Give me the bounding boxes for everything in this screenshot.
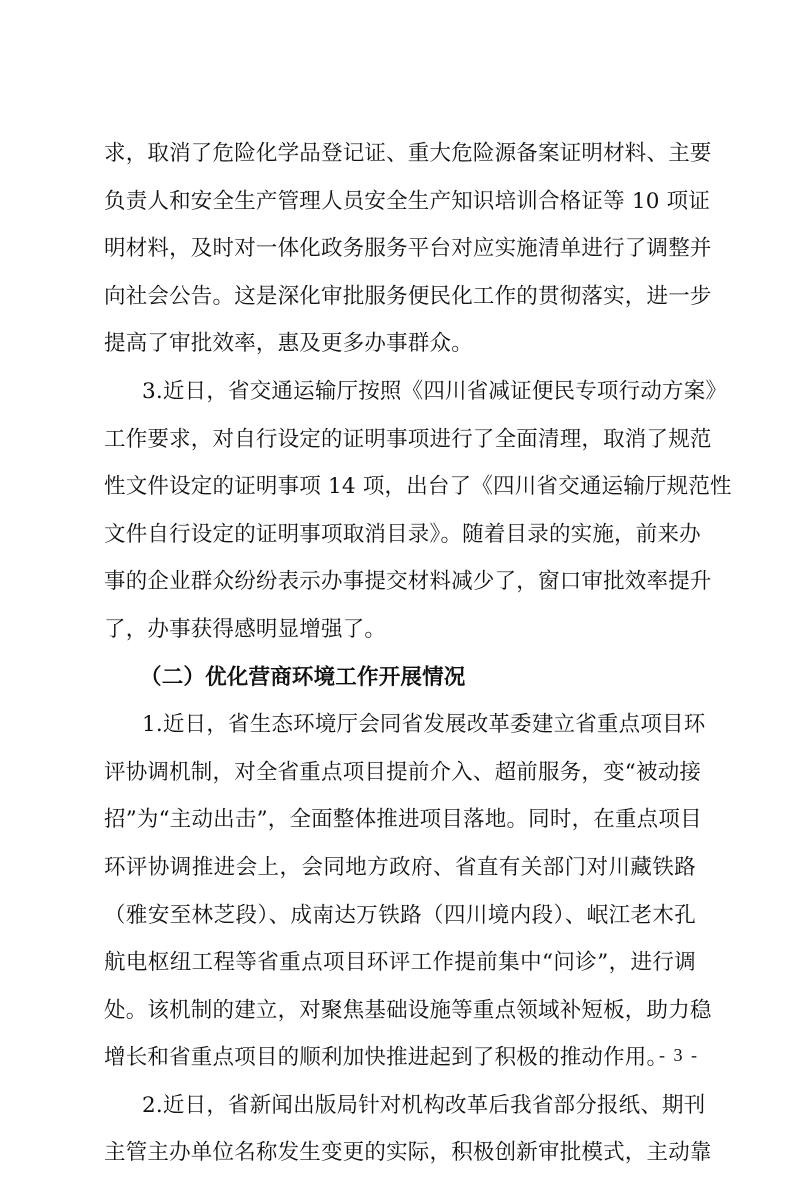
text-line: 处。该机制的建立，对聚焦基础设施等重点领域补短板，助力稳 <box>104 997 712 1023</box>
paragraph-start-line: 3.近日，省交通运输厅按照《四川省减证便民专项行动方案》 <box>142 378 728 404</box>
text-line: 主管主办单位名称发生变更的实际，积极创新审批模式，主动靠 <box>104 1140 712 1166</box>
text-line: 向社会公告。这是深化审批服务便民化工作的贯彻落实，进一步 <box>104 283 712 309</box>
text-line: 了，办事获得感明显增强了。 <box>104 616 387 642</box>
text-line: 文件自行设定的证明事项取消目录》。随着目录的实施，前来办 <box>104 521 701 547</box>
paragraph-start-line: 2.近日，省新闻出版局针对机构改革后我省部分报纸、期刊 <box>142 1092 706 1118</box>
section-heading: （二）优化营商环境工作开展情况 <box>140 664 466 690</box>
paragraph-start-line: 1.近日，省生态环境厅会同省发展改革委建立省重点项目环 <box>142 712 706 738</box>
text-line: 求，取消了危险化学品登记证、重大危险源备案证明材料、主要 <box>104 141 712 166</box>
text-line: 明材料，及时对一体化政务服务平台对应实施清单进行了调整并 <box>104 236 712 262</box>
text-line: 航电枢纽工程等省重点项目环评工作提前集中“问诊”，进行调 <box>104 950 696 976</box>
text-line: 事的企业群众纷纷表示办事提交材料减少了，窗口审批效率提升 <box>104 569 712 595</box>
text-line: 增长和省重点项目的顺利加快推进起到了积极的推动作用。 <box>104 1045 669 1071</box>
text-line: 负责人和安全生产管理人员安全生产知识培训合格证等 10 项证 <box>104 188 711 214</box>
body-text <box>104 130 732 1177</box>
text-line: 提高了审批效率，惠及更多办事群众。 <box>104 331 473 357</box>
text-line: （雅安至林芝段）、成南达万铁路（四川境内段）、岷江老木孔 <box>104 902 696 928</box>
text-line: 环评协调推进会上，会同地方政府、省直有关部门对川藏铁路 <box>104 854 696 880</box>
text-line: 招”为“主动出击”，全面整体推进项目落地。同时，在重点项目 <box>104 807 702 833</box>
text-line: 性文件设定的证明事项 14 项，出台了《四川省交通运输厅规范性 <box>104 474 732 500</box>
text-line: 工作要求，对自行设定的证明事项进行了全面清理，取消了规范 <box>104 426 712 452</box>
page-number: - 3 - <box>659 1045 699 1065</box>
text-line: 评协调机制，对全省重点项目提前介入、超前服务，变“被动接 <box>104 759 702 785</box>
